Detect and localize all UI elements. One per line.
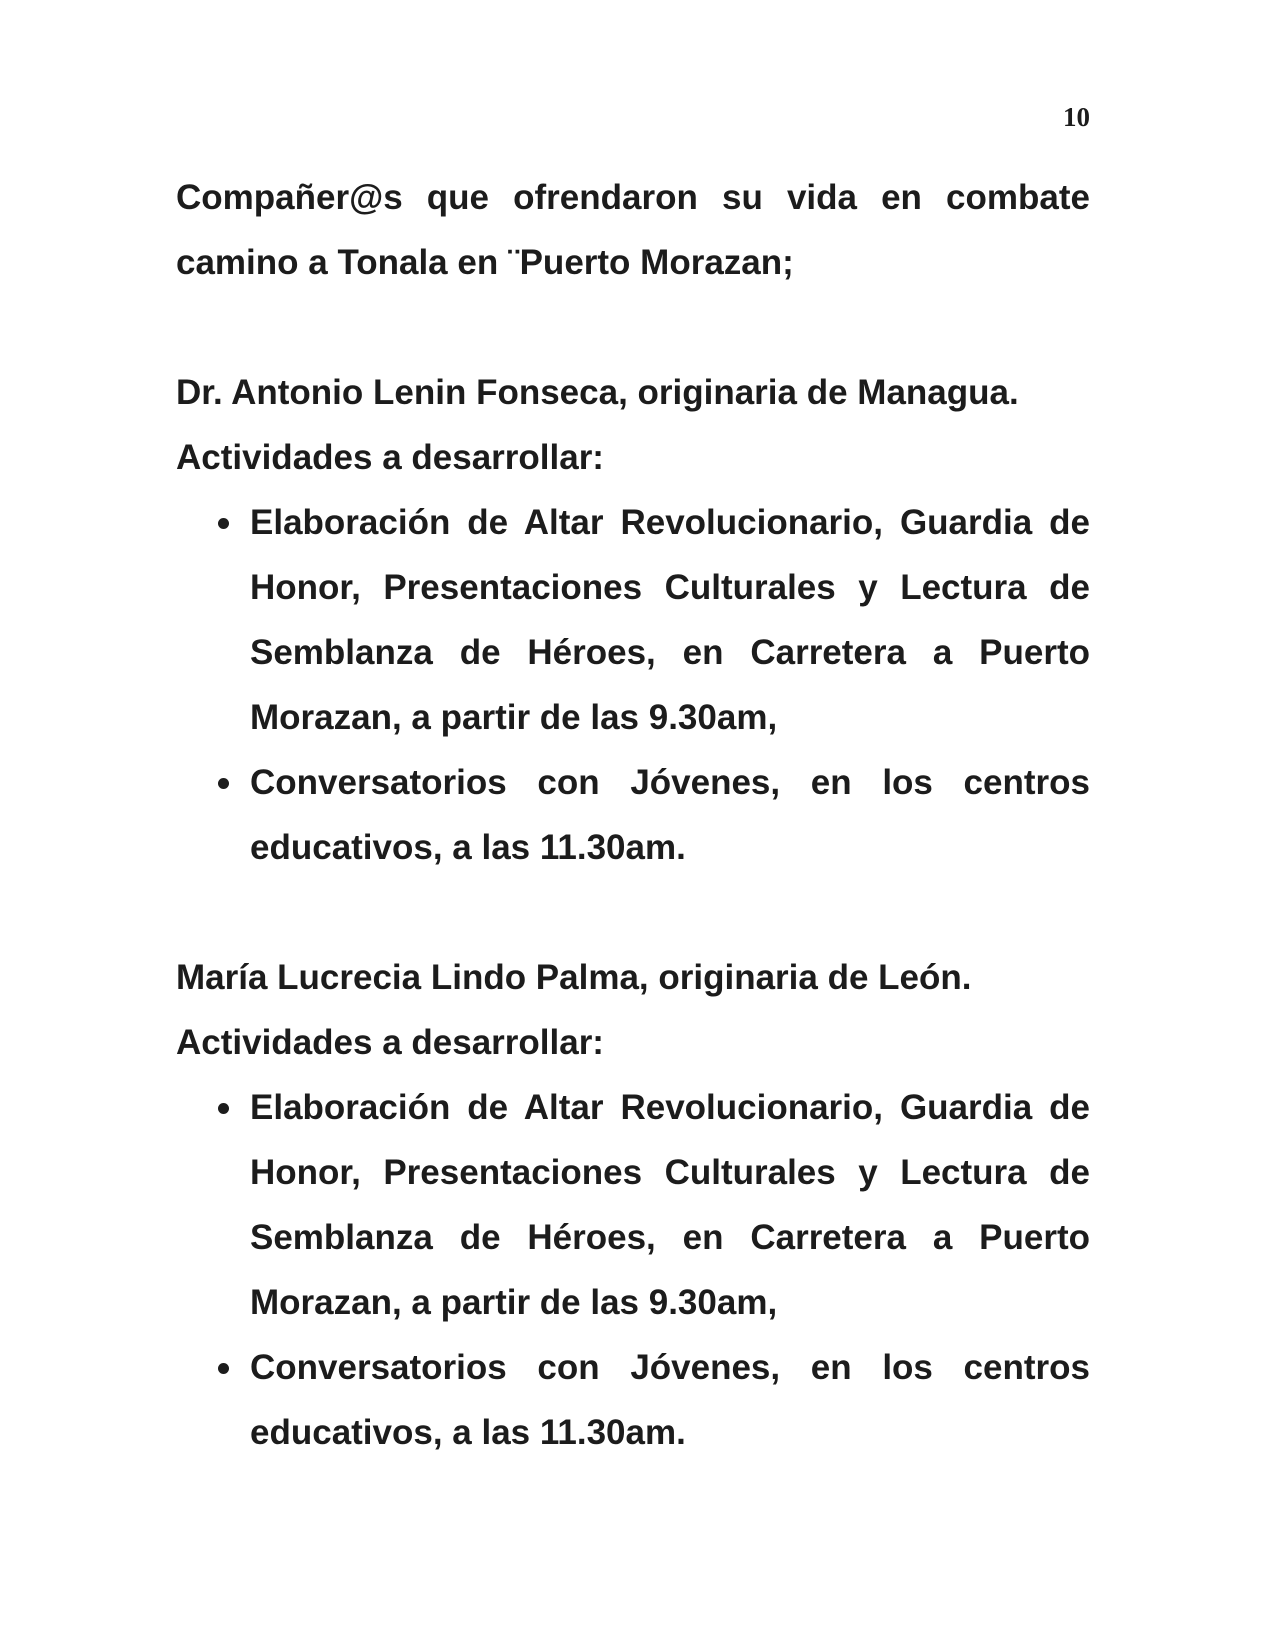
section-heading: Dr. Antonio Lenin Fonseca, originaria de Managua. — [176, 373, 1019, 412]
list-item — [176, 1335, 1090, 1465]
paragraph-spacer — [176, 880, 1090, 945]
activities-label: Actividades a desarrollar: — [176, 438, 604, 477]
section-heading: María Lucrecia Lindo Palma, originaria de León. — [176, 958, 972, 997]
list-item-text: Elaboración de Altar Revolucionario, Guardia de Honor, Presentaciones Culturales y Lectura de Semblanza de Héroes, en Carretera a Puerto Morazan, a partir de las 9.30am, — [250, 1088, 1090, 1322]
activities-label: Actividades a desarrollar: — [176, 1023, 604, 1062]
list-item-text: Conversatorios con Jóvenes, en los centros educativos, a las 11.30am. — [250, 1348, 1090, 1452]
bullet-icon — [218, 778, 229, 789]
bullet-icon — [218, 1363, 229, 1374]
intro-paragraph: Compañer@s que ofrendaron su vida en combate camino a Tonala en ¨Puerto Morazan; — [176, 178, 1090, 282]
section-lindo-palma — [176, 945, 1090, 1465]
list-item — [176, 1075, 1090, 1335]
list-item-text: Elaboración de Altar Revolucionario, Guardia de Honor, Presentaciones Culturales y Lectura de Semblanza de Héroes, en Carretera a Puerto Morazan, a partir de las 9.30am, — [250, 503, 1090, 737]
activities-list — [176, 1075, 1090, 1465]
activities-list — [176, 490, 1090, 880]
document-body — [176, 165, 1090, 1465]
list-item — [176, 750, 1090, 880]
bullet-icon — [218, 1103, 229, 1114]
paragraph-spacer — [176, 295, 1090, 360]
list-item-text: Conversatorios con Jóvenes, en los centros educativos, a las 11.30am. — [250, 763, 1090, 867]
section-fonseca — [176, 360, 1090, 880]
page-number: 10 — [1063, 102, 1090, 132]
list-item — [176, 490, 1090, 750]
bullet-icon — [218, 518, 229, 529]
